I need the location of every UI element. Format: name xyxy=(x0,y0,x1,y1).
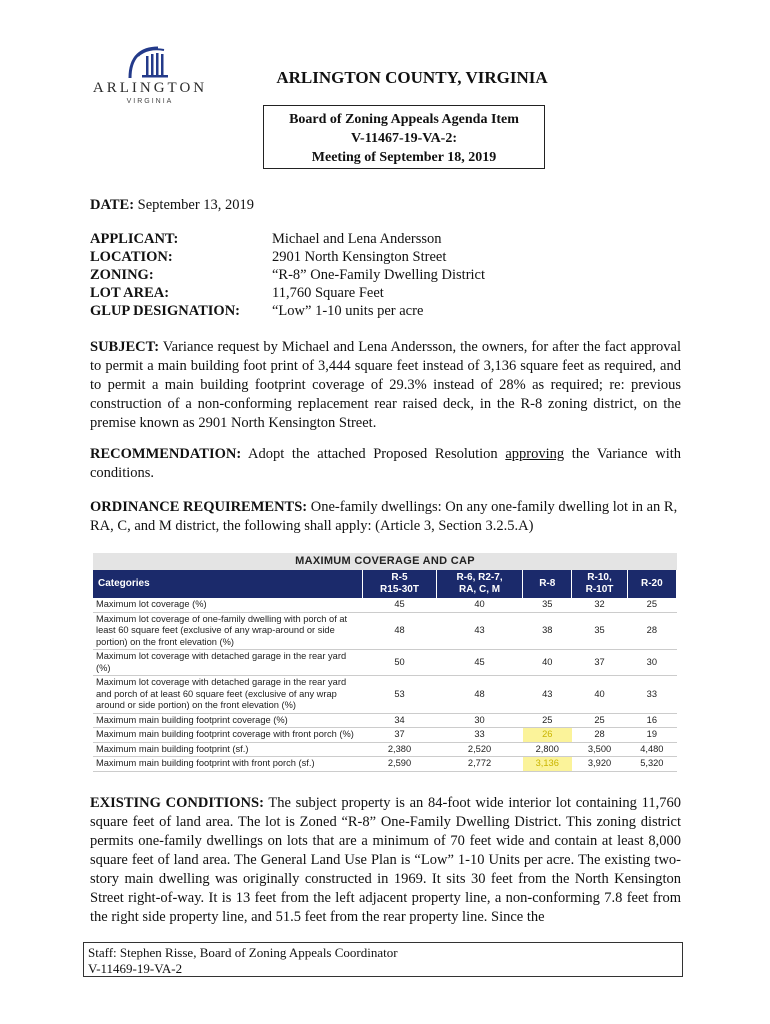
info-label: GLUP DESIGNATION: xyxy=(90,303,240,319)
info-label: LOCATION: xyxy=(90,249,173,265)
row-value: 4,480 xyxy=(627,742,676,757)
row-value: 40 xyxy=(572,676,627,714)
table-row xyxy=(93,598,677,612)
ordinance-paragraph xyxy=(90,498,681,536)
row-category: Maximum main building footprint (sf.) xyxy=(93,742,363,757)
row-value: 2,590 xyxy=(363,757,437,772)
row-value: 32 xyxy=(572,598,627,612)
row-value: 16 xyxy=(627,713,676,728)
recommendation-label: RECOMMENDATION: xyxy=(90,446,242,462)
row-category: Maximum main building footprint coverage with front porch (%) xyxy=(93,728,363,743)
recommendation-approving: approving xyxy=(505,446,565,462)
row-value: 3,920 xyxy=(572,757,627,772)
table-row xyxy=(93,728,677,743)
county-title: ARLINGTON COUNTY, VIRGINIA xyxy=(276,68,548,87)
header-district: R-8 xyxy=(523,570,572,598)
row-value: 25 xyxy=(572,713,627,728)
table-row xyxy=(93,713,677,728)
existing-conditions-paragraph xyxy=(90,794,681,927)
info-value: 11,760 Square Feet xyxy=(272,285,384,301)
table-row xyxy=(93,612,677,650)
row-value: 40 xyxy=(436,598,522,612)
row-value: 48 xyxy=(363,612,437,650)
table-row xyxy=(93,742,677,757)
row-value: 5,320 xyxy=(627,757,676,772)
row-value: 19 xyxy=(627,728,676,743)
agenda-case-number: V-11467-19-VA-2: xyxy=(350,131,458,146)
logo-subtitle: VIRGINIA xyxy=(126,98,174,105)
row-value: 33 xyxy=(627,676,676,714)
row-value: 38 xyxy=(523,612,572,650)
info-value: 2901 North Kensington Street xyxy=(272,249,447,265)
existing-label: EXISTING CONDITIONS: xyxy=(90,795,264,811)
footer-staff: Staff: Stephen Risse, Board of Zoning Appeals Coordinator xyxy=(88,945,398,960)
row-value: 33 xyxy=(436,728,522,743)
row-value: 30 xyxy=(436,713,522,728)
header-district: R-5 R15-30T xyxy=(363,570,437,598)
coverage-table-title: MAXIMUM COVERAGE AND CAP xyxy=(93,553,677,570)
arlington-logo xyxy=(80,44,220,106)
row-value: 35 xyxy=(523,598,572,612)
table-header-row xyxy=(93,570,677,598)
row-value: 43 xyxy=(436,612,522,650)
header-district: R-6, R2-7, RA, C, M xyxy=(436,570,522,598)
recommendation-text-end: the Variance with conditions. xyxy=(90,446,682,481)
info-label: LOT AREA: xyxy=(90,285,170,301)
row-category: Maximum lot coverage of one-family dwelling with porch of at least 60 square feet (exclusive of any wrap-around or side portion) on the front elevation (%) xyxy=(93,612,363,650)
info-value: “R-8” One-Family Dwelling District xyxy=(272,267,486,283)
row-value: 30 xyxy=(627,650,676,676)
row-value: 25 xyxy=(627,598,676,612)
subject-label: SUBJECT: xyxy=(90,339,160,355)
row-value: 37 xyxy=(572,650,627,676)
row-value: 40 xyxy=(523,650,572,676)
ordinance-label: ORDINANCE REQUIREMENTS: xyxy=(90,499,308,515)
row-value: 43 xyxy=(523,676,572,714)
info-row xyxy=(90,302,485,320)
row-value: 26 xyxy=(523,728,572,743)
row-value: 53 xyxy=(363,676,437,714)
agenda-meeting-date: Meeting of September 18, 2019 xyxy=(311,150,497,165)
info-value: “Low” 1-10 units per acre xyxy=(272,303,424,319)
info-row xyxy=(90,230,485,248)
header-district: R-10, R-10T xyxy=(572,570,627,598)
row-value: 50 xyxy=(363,650,437,676)
table-row xyxy=(93,650,677,676)
staff-footer xyxy=(83,942,683,977)
info-row xyxy=(90,266,485,284)
agenda-item-box xyxy=(263,105,545,169)
table-row xyxy=(93,757,677,772)
row-value: 2,380 xyxy=(363,742,437,757)
row-value: 45 xyxy=(363,598,437,612)
ordinance-text: One-family dwellings: On any one-family dwelling lot in an R, RA, C, and M district, the following shall apply: (Article 3, Section 3.2.5.A) xyxy=(90,499,678,534)
row-value: 37 xyxy=(363,728,437,743)
header-district: R-20 xyxy=(627,570,676,598)
info-row xyxy=(90,284,485,302)
row-value: 28 xyxy=(627,612,676,650)
row-category: Maximum lot coverage (%) xyxy=(93,598,363,612)
row-value: 25 xyxy=(523,713,572,728)
row-value: 28 xyxy=(572,728,627,743)
row-value: 3,136 xyxy=(523,757,572,772)
row-category: Maximum lot coverage with detached garage in the rear yard and porch of at least 60 square feet (exclusive of any wrap around or side portion) on the front elevation (%) xyxy=(93,676,363,714)
row-value: 45 xyxy=(436,650,522,676)
row-value: 35 xyxy=(572,612,627,650)
info-row xyxy=(90,248,485,266)
row-category: Maximum main building footprint coverage (%) xyxy=(93,713,363,728)
row-value: 2,520 xyxy=(436,742,522,757)
recommendation-paragraph xyxy=(90,445,681,483)
info-label: APPLICANT: xyxy=(90,231,179,247)
subject-text: Variance request by Michael and Lena Andersson, the owners, for after the fact approval to permit a main building foot print of 3,444 square feet instead of 3,136 square feet as required, and to permit a main building footprint coverage of 29.3% instead of 28% as required; re: previous construction of a non-conforming replacement rear raised deck, in the R-8 zoning district, on the premise known as 2901 North Kensington Street. xyxy=(90,339,681,431)
logo-wordmark: ARLINGTON xyxy=(92,80,208,96)
date-value: September 13, 2019 xyxy=(137,197,255,213)
footer-case-number: V-11469-19-VA-2 xyxy=(88,961,183,976)
date-label: DATE: xyxy=(90,197,135,213)
agenda-line-1: Board of Zoning Appeals Agenda Item xyxy=(289,112,519,127)
case-info xyxy=(90,230,485,320)
coverage-table-grid xyxy=(93,570,677,772)
coverage-table xyxy=(93,553,677,772)
row-category: Maximum lot coverage with detached garage in the rear yard (%) xyxy=(93,650,363,676)
row-category: Maximum main building footprint with front porch (sf.) xyxy=(93,757,363,772)
row-value: 2,772 xyxy=(436,757,522,772)
date-line xyxy=(90,197,254,214)
existing-text: The subject property is an 84-foot wide interior lot containing 11,760 square feet of land area. The lot is Zoned “R-8” One-Family Dwelling District. This zoning district permits one-family dwellings on lots that are a minimum of 70 feet wide and contain at least 8,000 square feet of land area. The General Land Use Plan is “Low” 1-10 Units per acre. The existing two-story main dwelling was originally constructed in 1969. It sits 30 feet from the North Kensington Street right-of-way. It is 13 feet from the left adjacent property line, a non-conforming 7.8 feet from the right side property line, and 51.5 feet from the rear property line. Since the xyxy=(90,795,681,925)
arlington-emblem-icon xyxy=(124,44,176,80)
row-value: 48 xyxy=(436,676,522,714)
info-value: Michael and Lena Andersson xyxy=(272,231,442,247)
info-label: ZONING: xyxy=(90,267,154,283)
header-categories: Categories xyxy=(93,570,363,598)
row-value: 3,500 xyxy=(572,742,627,757)
table-row xyxy=(93,676,677,714)
row-value: 34 xyxy=(363,713,437,728)
subject-paragraph xyxy=(90,338,681,433)
recommendation-text: Adopt the attached Proposed Resolution xyxy=(248,446,498,462)
row-value: 2,800 xyxy=(523,742,572,757)
